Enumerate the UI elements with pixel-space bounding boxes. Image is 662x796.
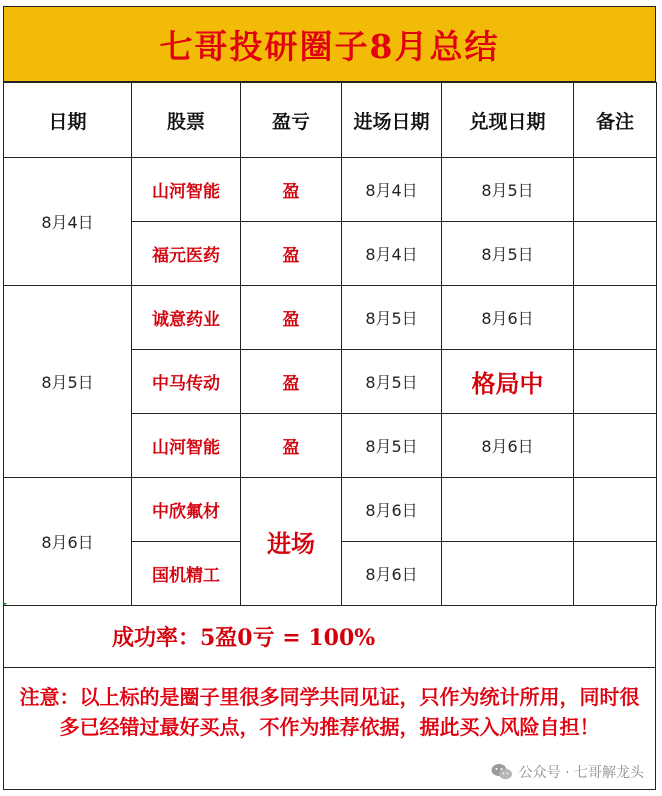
- group-date: 8月6日: [4, 478, 132, 606]
- note: [574, 414, 657, 478]
- profit-loss: 盈: [241, 286, 342, 350]
- group-date: 8月4日: [4, 158, 132, 286]
- profit-loss: 盈: [241, 414, 342, 478]
- entry-date: 8月4日: [342, 222, 442, 286]
- watermark-text: 公众号 · 七哥解龙头: [518, 765, 644, 781]
- profit-loss: 盈: [241, 158, 342, 222]
- note: [574, 478, 657, 542]
- exit-date: 8月6日: [442, 286, 574, 350]
- note: [574, 222, 657, 286]
- exit-date: [442, 542, 574, 606]
- profit-loss: 盈: [241, 350, 342, 414]
- entry-date: 8月5日: [342, 350, 442, 414]
- entry-date: 8月6日: [342, 542, 442, 606]
- exit-date-holding: 格局中: [442, 350, 574, 414]
- group-date: 8月5日: [4, 286, 132, 478]
- stock-name: 福元医药: [132, 222, 241, 286]
- header-stock: 股票: [132, 83, 241, 158]
- note: [574, 158, 657, 222]
- entry-date: 8月6日: [342, 478, 442, 542]
- stock-name: 中欣氟材: [132, 478, 241, 542]
- note: [574, 350, 657, 414]
- header-entry-date: 进场日期: [342, 83, 442, 158]
- header-note: 备注: [574, 83, 657, 158]
- watermark: [491, 762, 644, 782]
- stock-name: 山河智能: [132, 414, 241, 478]
- exit-date: 8月5日: [442, 222, 574, 286]
- success-rate: 成功率：5盈0亏 = 100%: [3, 605, 656, 668]
- wechat-icon: [491, 763, 513, 781]
- profit-loss: 盈: [241, 222, 342, 286]
- header-row: [4, 83, 657, 158]
- note: [574, 542, 657, 606]
- stock-name: 山河智能: [132, 158, 241, 222]
- stock-name: 国机精工: [132, 542, 241, 606]
- entry-date: 8月5日: [342, 414, 442, 478]
- header-profit-loss: 盈亏: [241, 83, 342, 158]
- entry-date: 8月4日: [342, 158, 442, 222]
- exit-date: [442, 478, 574, 542]
- sheet-title: 七哥投研圈子8月总结: [3, 6, 656, 82]
- entry-date: 8月5日: [342, 286, 442, 350]
- table-row: [4, 286, 657, 350]
- stock-name: 诚意药业: [132, 286, 241, 350]
- trade-table: [3, 82, 657, 606]
- stock-name: 中马传动: [132, 350, 241, 414]
- note: [574, 286, 657, 350]
- exit-date: 8月5日: [442, 158, 574, 222]
- table-row: [4, 158, 657, 222]
- exit-date: 8月6日: [442, 414, 574, 478]
- disclaimer: 注意：以上标的是圈子里很多同学共同见证，只作为统计所用，同时很多已经错过最好买点，不作为推荐依据，据此买入风险自担！: [3, 668, 656, 790]
- profit-loss-entered: 进场: [241, 478, 342, 606]
- header-exit-date: 兑现日期: [442, 83, 574, 158]
- table-row: [4, 478, 657, 542]
- header-date: 日期: [4, 83, 132, 158]
